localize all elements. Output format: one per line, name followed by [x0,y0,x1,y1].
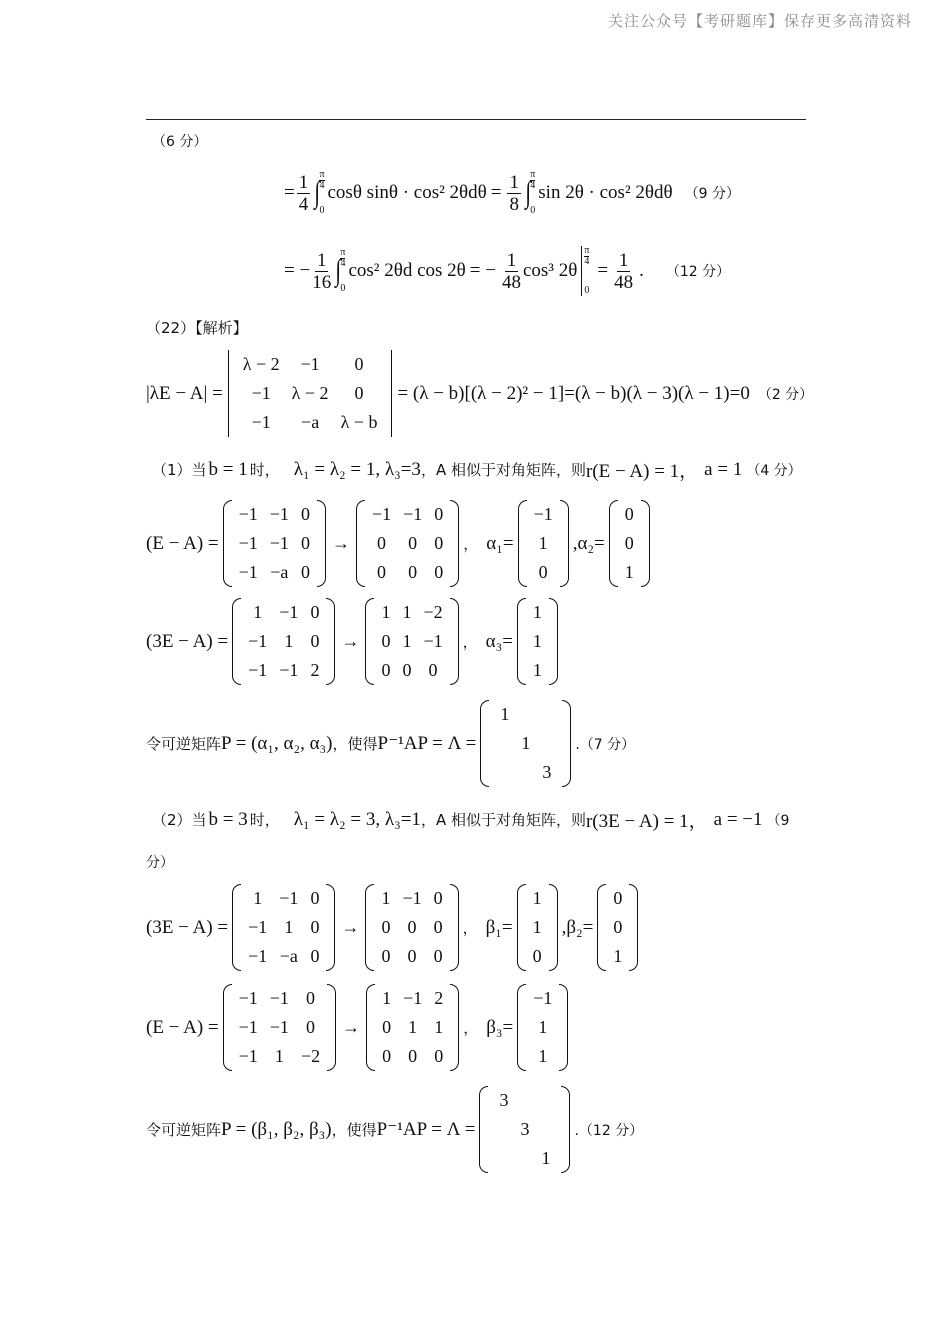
matrix-cell: −1 [269,533,289,553]
arrow-icon: → [331,533,350,553]
matrix-cell: −1 [371,504,392,524]
result-fraction: $\frac{1}{48}$ [614,249,634,293]
matrix-cell: 1 [532,888,542,908]
matrix-cell: −1 [238,1017,258,1037]
matrix-cell: −2 [300,1046,321,1066]
matrix-cell: 1 [500,704,510,724]
score-2: （2 分） [757,386,814,403]
matrix-cell: 0 [377,562,387,582]
matrix-cell: 1 [402,602,412,622]
matrix [232,884,335,971]
matrix-cell: 0 [381,946,391,966]
case1-rank: r(E − A) = 1， [585,461,699,482]
integral-sign: ∫ π 4 0 [525,169,536,216]
matrix-p: P = (α₁, α₂, α₃) [221,732,333,754]
matrix-cell: 0 [433,888,443,908]
matrix [223,500,326,587]
score-6: （6 分） [152,134,208,150]
determinant-eq [146,350,813,437]
matrix-cell: 0 [381,631,391,651]
matrix-cell: 1 [274,1046,284,1066]
matrix-cell: 1 [408,1017,418,1037]
matrix-cell: 1 [532,660,542,680]
det-lhs: |λE − A| = [146,382,223,404]
integrand-1: cosθ sinθ · cos² 2θdθ [327,182,487,203]
matrix-cell: λ − b [340,412,378,432]
fraction: $\frac{1}{16}$ [312,249,332,293]
matrix-cell: 0 [434,533,444,553]
matrix-cell: 0 [433,917,443,937]
matrix-cell: 0 [310,917,320,937]
diagonal-matrix [479,1086,570,1173]
matrix-cell: 1 [381,602,391,622]
arrow-icon: → [342,1017,361,1037]
matrix-cell: 0 [300,562,310,582]
case1-a-value: a = 1 [704,458,743,480]
matrix-cell: 0 [624,533,634,553]
matrix-cell: 1 [538,1017,548,1037]
matrix-cell: −1 [238,562,258,582]
fraction: $\frac{1}{4}$ [298,171,309,215]
matrix-cell: −1 [248,946,268,966]
integral-eq-2: = − $\frac{1}{16}$ ∫ π 4 0 cos² 2θd cos 2θ = − $\frac{1}{48}$ cos³ 2θ π 4 0 = $\frac{1}{48}$ . （12 分） [284,245,731,296]
matrix-cell: −1 [248,917,268,937]
matrix-cell: −1 [423,631,443,651]
matrix-cell: −1 [238,1046,258,1066]
matrix-cell: 0 [310,888,320,908]
matrix-cell: 0 [300,504,310,524]
section-heading-22: （22）【解析】 [146,319,248,337]
eval-expression: cos³ 2θ [522,260,578,281]
evaluation-bar: π 4 0 [581,246,589,296]
matrix-cell: −1 [279,888,299,908]
arrow-icon: → [341,631,360,651]
matrix-cell: −1 [238,533,258,553]
matrix [223,984,336,1071]
matrix-cell: −1 [403,988,423,1008]
matrix-cell: 1 [624,562,634,582]
matrix-cell: −1 [269,1017,289,1037]
matrix-cell: 0 [613,917,623,937]
case2-statement: （2）当 b = 3 时， λ₁ = λ₂ = 3, λ₃=1 ，A 相似于对角矩阵，则 r(3E − A) = 1， a = −1 （9 [152,806,789,833]
matrix-cell: 0 [613,888,623,908]
case2-eigenvalues: λ₁ = λ₂ = 3, λ₃=1 [293,808,421,830]
matrix-cell: −1 [248,660,268,680]
matrix-cell: 1 [253,602,263,622]
integral-eq-1: = $\frac{1}{4}$ ∫ π 4 0 cosθ sinθ · cos² 2θdθ = $\frac{1}{8}$ ∫ π 4 0 sin 2θ · cos² 2θdθ （9 分） [284,169,740,216]
matrix-p: P = (β₁, β₂, β₃) [221,1118,332,1140]
matrix-cell: 0 [382,1017,392,1037]
score-9-open: （9 [766,812,790,829]
matrix-cell: −1 [279,602,299,622]
matrix-cell: 3 [520,1119,530,1139]
case1-matrix-row1: (E − A) = −1 −1 0 −1 −1 0 −1 −a 0 → −1 −1 0 0 0 0 0 0 0 ， α₁= −1 1 0 , α₂= 0 0 1 [146,500,654,587]
matrix-cell: −1 [248,631,268,651]
matrix-cell: 1 [521,733,531,753]
matrix-cell: −1 [279,660,299,680]
reduced-matrix [365,598,458,685]
score-9-close: 分） [146,855,174,871]
alpha2-vector [609,500,650,587]
matrix-cell: 0 [624,504,634,524]
case2-a-value: a = −1 [713,808,763,830]
matrix-cell: 0 [408,1046,418,1066]
watermark: 关注公众号【考研题库】保存更多高清资料 [607,12,912,30]
case1-matrix-row2: (3E − A) = 1 −1 0 −1 1 0 −1 −1 2 → 1 1 −2 0 1 −1 0 0 0 ， α₃= 1 1 1 [146,598,562,685]
case2-condition: b = 3 [208,808,248,830]
matrix-cell [493,1144,514,1173]
matrix-cell: 0 [532,946,542,966]
matrix-cell: 0 [434,1046,444,1066]
integrand: cos² 2θd cos 2θ [348,260,466,281]
case1-condition: b = 1 [208,458,248,480]
matrix-cell [515,758,536,787]
matrix-cell: 1 [532,602,542,622]
matrix-cell: 0 [381,660,391,680]
matrix-cell: 1 [538,1046,548,1066]
matrix-cell: 3 [499,1090,509,1110]
matrix-cell: 0 [402,660,412,680]
beta1-vector [517,884,558,971]
matrix-cell: 1 [382,988,392,1008]
reduced-matrix [356,500,459,587]
matrix-cell [535,1115,556,1144]
matrix-cell: 0 [407,946,417,966]
diagonal-matrix [480,700,571,787]
matrix-cell: 0 [354,383,364,403]
matrix-cell: 2 [434,988,444,1008]
matrix-cell: 1 [284,917,294,937]
matrix-cell: −1 [238,504,258,524]
matrix-cell: −1 [251,412,271,432]
matrix-cell: 0 [408,562,418,582]
matrix-cell: 1 [613,946,623,966]
matrix-cell: λ − 2 [291,383,329,403]
integral-sign: ∫ π 4 0 [314,169,325,216]
matrix-cell: 0 [300,533,310,553]
matrix-cell: 1 [541,1148,551,1168]
matrix-cell: 2 [310,660,320,680]
matrix-cell: 1 [532,631,542,651]
fraction: $\frac{1}{8}$ [509,171,519,215]
beta3-vector [517,984,568,1071]
matrix-cell: 0 [433,946,443,966]
case2-rank: r(3E − A) = 1， [585,811,708,832]
case2-matrix-row1: (3E − A) = 1 −1 0 −1 1 0 −1 −a 0 → 1 −1 0 0 0 0 0 0 0 ， β₁= 1 1 0 , β₂= 0 0 1 [146,884,642,971]
matrix [232,598,335,685]
matrix-cell: 0 [382,1046,392,1066]
matrix-cell: −1 [238,988,258,1008]
case2-conclusion: 令可逆矩阵 P = (β₁, β₂, β₃) ，使得 P⁻¹AP = Λ = 3 3 1 .（12 分） [146,1086,643,1173]
matrix-cell: −a [279,946,298,966]
matrix-cell: 0 [354,354,364,374]
case1-statement: （1）当 b = 1 时， λ₁ = λ₂ = 1, λ₃=3 ，A 相似于对角矩阵，则 r(E − A) = 1， a = 1 （4 分） [152,456,802,483]
alpha1-vector [518,500,569,587]
matrix-cell [494,729,515,758]
score-12-final: .（12 分） [574,1122,644,1139]
matrix-cell: −1 [251,383,271,403]
matrix-cell: 1 [253,888,263,908]
matrix-cell [515,700,536,729]
arrow-icon: → [341,917,360,937]
top-rule [146,119,806,120]
matrix-cell: −a [301,412,320,432]
matrix-cell [493,1115,514,1144]
matrix-cell [536,729,557,758]
score-7: .（7 分） [575,736,636,753]
matrix-cell: 1 [538,533,548,553]
case2-matrix-row2: (E − A) = −1 −1 0 −1 −1 0 −1 1 −2 → 1 −1 2 0 1 1 0 0 0 ， β₃= −1 1 1 [146,984,572,1071]
alpha3-vector [517,598,558,685]
matrix-cell: −1 [403,504,423,524]
matrix-cell [514,1086,535,1115]
matrix-cell: −1 [533,504,553,524]
matrix-cell: 0 [306,988,316,1008]
matrix-cell [494,758,515,787]
matrix-cell [535,1086,556,1115]
matrix-cell: 0 [408,533,418,553]
beta2-vector [597,884,638,971]
matrix-cell: 1 [381,888,391,908]
score-9: （9 分） [684,186,740,202]
reduced-matrix [366,984,459,1071]
score-12: （12 分） [665,264,731,280]
matrix-cell: −1 [269,504,289,524]
matrix-cell: 3 [542,762,552,782]
matrix-cell: 1 [402,631,412,651]
matrix-cell: 0 [310,602,320,622]
case1-conclusion: 令可逆矩阵 P = (α₁, α₂, α₃) ，使得 P⁻¹AP = Λ = 1 1 3 .（7 分） [146,700,635,787]
score-4: （4 分） [746,462,802,479]
matrix-cell: 0 [377,533,387,553]
matrix-cell: −1 [402,888,422,908]
matrix-cell [536,700,557,729]
integral-sign: ∫ π 4 0 [335,247,346,294]
matrix-cell: −2 [423,602,443,622]
reduced-matrix [365,884,458,971]
matrix-cell: 1 [532,917,542,937]
det-rhs: = (λ − b)[(λ − 2)² − 1]=(λ − b)(λ − 3)(λ − 1)=0 [397,382,750,404]
case1-eigenvalues: λ₁ = λ₂ = 1, λ₃=3 [293,458,421,480]
matrix-cell: 0 [407,917,417,937]
matrix-cell: 1 [434,1017,444,1037]
matrix-cell: 0 [306,1017,316,1037]
matrix-cell: −a [270,562,289,582]
matrix-cell: 0 [538,562,548,582]
matrix-cell: 0 [381,917,391,937]
matrix-cell: −1 [533,988,553,1008]
matrix-cell: 0 [310,631,320,651]
matrix-cell: 0 [434,562,444,582]
matrix-cell: λ − 2 [242,354,280,374]
determinant-matrix [227,350,394,437]
fraction: $\frac{1}{48}$ [501,249,521,293]
matrix-cell: −1 [269,988,289,1008]
matrix-cell: −1 [300,354,320,374]
matrix-cell: 1 [284,631,294,651]
matrix-cell: 0 [434,504,444,524]
matrix-cell: 0 [428,660,438,680]
matrix-cell: 0 [310,946,320,966]
integrand-2: sin 2θ · cos² 2θdθ [538,182,673,203]
matrix-cell [514,1144,535,1173]
